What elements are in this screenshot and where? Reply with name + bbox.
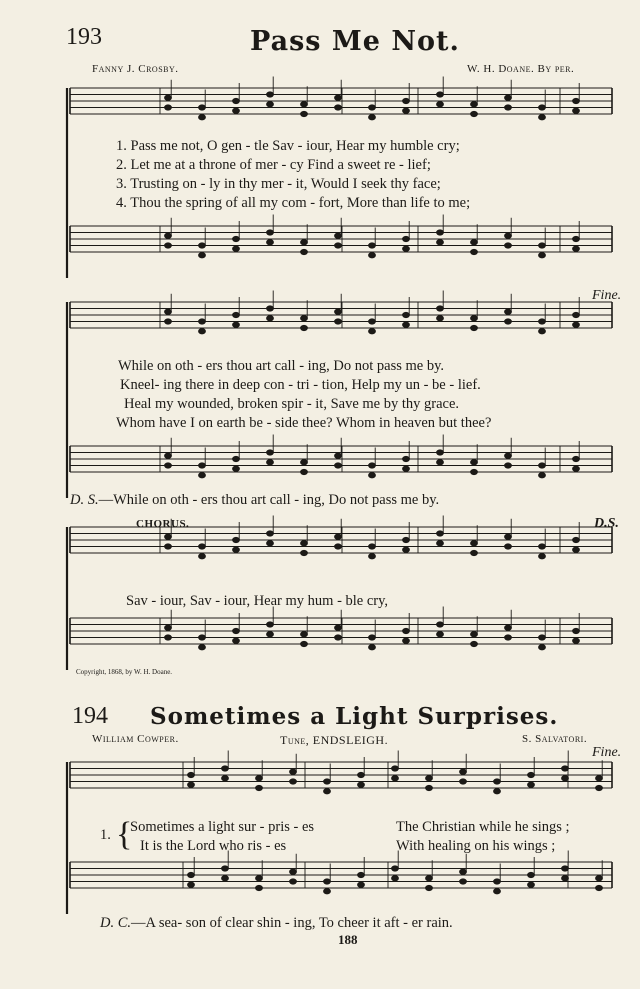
author-194: William Cowper. <box>92 733 179 745</box>
chorus-label: CHORUS. <box>136 518 190 530</box>
verse-2-line-1: 2. Let me at a throne of mer - cy Find a sweet re - lief; <box>116 157 431 173</box>
composer-193: W. H. Doane. By per. <box>467 63 575 75</box>
page-number: 188 <box>338 932 358 947</box>
ds-line <box>70 492 439 509</box>
composer-194: S. Salvatori. <box>522 733 588 745</box>
chorus-lyric: Sav - iour, Sav - iour, Hear my hum - ble cry, <box>126 593 389 609</box>
author-193: Fanny J. Crosby. <box>92 63 179 75</box>
ds-mark: D.S. <box>594 516 619 531</box>
verse-brace: { <box>116 816 133 853</box>
hymn-title-194: Sometimes a Light Surprises. <box>150 703 559 730</box>
verse-number-194: 1. <box>100 827 111 843</box>
dc-prefix: D. C. <box>100 915 132 931</box>
verse-3-line-2: Heal my wounded, broken spir - it, Save me by thy grace. <box>124 396 460 412</box>
verse-1-line-2: While on oth - ers thou art call - ing, Do not pass me by. <box>118 358 445 374</box>
fine-mark-194: Fine. <box>592 745 622 760</box>
dc-text: —A sea- son of clear shin - ing, To cheer it aft - er rain. <box>131 915 453 931</box>
line-1b-194: The Christian while he sings ; <box>396 819 570 835</box>
tune-194: Tune, ENDSLEIGH. <box>280 733 389 747</box>
dc-line <box>100 915 453 932</box>
verse-3-line-1: 3. Trusting on - ly in thy mer - it, Would I seek thy face; <box>116 176 441 192</box>
hymn-title-193: Pass Me Not. <box>250 26 460 57</box>
line-1a-194: Sometimes a light sur - pris - es <box>130 819 315 835</box>
hymn-number-193: 193 <box>66 24 102 50</box>
verse-2-line-2: Kneel- ing there in deep con - tri - tion, Help my un - be - lief. <box>120 377 481 393</box>
ds-text: —While on oth - ers thou art call - ing, Do not pass me by. <box>98 492 440 508</box>
verse-4-line-1: 4. Thou the spring of all my com - fort, More than life to me; <box>116 195 471 211</box>
ds-prefix: D. S. <box>70 492 99 508</box>
verse-1-line-1: 1. Pass me not, O gen - tle Sav - iour, Hear my humble cry; <box>116 138 460 154</box>
fine-mark-193: Fine. <box>592 288 622 303</box>
copyright-193: Copyright, 1868, by W. H. Doane. <box>76 668 173 676</box>
verse-4-line-2: Whom have I on earth be - side thee? Whom in heaven but thee? <box>116 415 492 431</box>
hymn-number-194: 194 <box>72 703 108 729</box>
line-2a-194: It is the Lord who ris - es <box>140 838 287 854</box>
line-2b-194: With healing on his wings ; <box>396 838 556 854</box>
